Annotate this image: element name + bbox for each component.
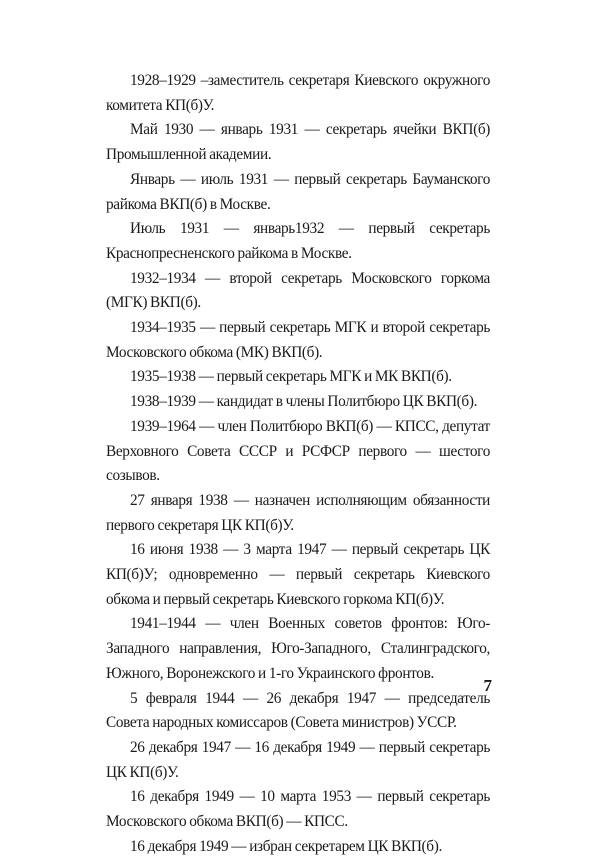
paragraph-1941-1944: 1941–1944 — член Военных советов фронтов: Юго-Западного направления, Юго-Западного, Сталинградского, Южного, Воронежского и 1-го Украинского фронтов.	[106, 615, 490, 682]
paragraph-feb-5-1944: 5 февраля 1944 — 26 декабря 1947 — председатель Совета народных комиссаров (Совета министров) УССР.	[106, 689, 490, 732]
paragraph-jan-1931: Январь — июль 1931 — первый секретарь Бауманского райкома ВКП(б) в Москве.	[106, 170, 490, 213]
page-number: 7	[483, 676, 492, 695]
paragraph-1932-1934: 1932–1934 — второй секретарь Московского горкома (МГК) ВКП(б).	[106, 269, 490, 312]
paragraph-dec-16-1949-cc: 16 декабря 1949 — избран секретарем ЦК ВКП(б).	[130, 837, 442, 855]
paragraph-jun-16-1938: 16 июня 1938 — 3 марта 1947 — первый секретарь ЦК КП(б)У; одновременно — первый секретарь Киевского обкома и первый секретарь Киевского горкома КП(б)У.	[106, 541, 490, 608]
paragraph-dec-16-1949-moscow: 16 декабря 1949 — 10 марта 1953 — первый секретарь Московского обкома ВКП(б) — КПСС.	[106, 788, 490, 831]
paragraph-1939-1964: 1939–1964 — член Политбюро ВКП(б) — КПСС, депутат Верховного Совета СССР и РСФСР первого — шестого созывов.	[106, 417, 490, 485]
body-text	[106, 69, 490, 860]
paragraph-jan-27-1938: 27 января 1938 — назначен исполняющим обязанности первого секретаря ЦК КП(б)У.	[106, 491, 490, 534]
paragraph-1928-1929: 1928–1929 –заместитель секретаря Киевского окружного комитета КП(б)У.	[106, 72, 490, 114]
paragraph-1934-1935: 1934–1935 — первый секретарь МГК и второй секретарь Московского обкома (МК) ВКП(б).	[106, 319, 490, 361]
paragraph-1938-1939: 1938–1939 — кандидат в члены Политбюро ЦК ВКП(б).	[130, 393, 478, 411]
paragraph-1935-1938: 1935–1938 — первый секретарь МГК и МК ВКП(б).	[130, 368, 452, 386]
paragraph-may-1930: Май 1930 — январь 1931 — секретарь ячейки ВКП(б) Промышленной академии.	[106, 121, 490, 164]
paragraph-jul-1931: Июль 1931 — январь1932 — первый секретарь Краснопресненского райкома в Москве.	[106, 220, 490, 262]
paragraph-dec-26-1947: 26 декабря 1947 — 16 декабря 1949 — первый секретарь ЦК КП(б)У.	[106, 738, 490, 781]
